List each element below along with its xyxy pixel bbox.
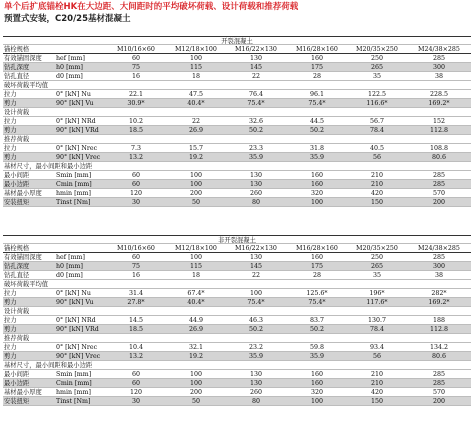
table-row: [3, 316, 471, 325]
value-cell: 100: [189, 371, 203, 378]
value-cell: 285: [432, 371, 446, 378]
value-cell: 30: [131, 199, 140, 206]
row-label: 剪力: [4, 353, 17, 360]
row-label: 基材最小厚度: [4, 190, 42, 197]
row-label: 基材最小厚度: [4, 389, 42, 396]
table-row: [3, 262, 471, 271]
uncracked-band-title: 非开裂混凝土: [218, 237, 256, 244]
value-cell: 22.1: [128, 91, 144, 98]
value-cell: 188: [432, 317, 446, 324]
value-cell: 120: [129, 190, 143, 197]
value-cell: 31.8: [309, 145, 325, 152]
table-row: [3, 198, 471, 207]
value-cell: 100: [310, 398, 324, 405]
row-unit: d0 [mm]: [56, 272, 83, 279]
value-cell: 13.2: [128, 353, 144, 360]
row-unit: Tinst [Nm]: [56, 398, 91, 405]
row-label: 钻孔直径: [4, 73, 30, 80]
value-cell: 15.7: [188, 145, 204, 152]
value-cell: 100: [189, 55, 203, 62]
table-row: [3, 352, 471, 361]
value-cell: 115: [189, 263, 203, 270]
value-cell: 200: [432, 398, 446, 405]
cracked-concrete-table: [3, 36, 471, 207]
spec-cell: M16/28×160: [296, 245, 338, 252]
value-cell: 46.3: [248, 317, 264, 324]
value-cell: 75.4*: [308, 299, 326, 306]
value-cell: 16: [131, 272, 140, 279]
value-cell: 22: [191, 118, 200, 125]
row-unit: hmin [mm]: [56, 190, 91, 197]
value-cell: 35: [372, 272, 381, 279]
value-cell: 18.5: [128, 127, 144, 134]
value-cell: 125.6*: [306, 290, 328, 297]
value-cell: 100: [189, 172, 203, 179]
value-cell: 420: [370, 389, 384, 396]
value-cell: 100: [310, 199, 324, 206]
design-title-row: [3, 108, 471, 117]
rec-title-row-text: 推荐荷载: [4, 335, 30, 342]
value-cell: 75.4*: [247, 100, 265, 107]
value-cell: 50: [191, 398, 200, 405]
value-cell: 50.2: [248, 127, 264, 134]
value-cell: 96.1: [309, 91, 325, 98]
value-cell: 44.5: [309, 118, 325, 125]
value-cell: 35.9: [248, 353, 264, 360]
spec-cell: M24/38×285: [418, 46, 460, 53]
row-unit: 90° [kN] Vu: [56, 299, 94, 306]
value-cell: 160: [310, 55, 324, 62]
value-cell: 152: [432, 118, 446, 125]
value-cell: 570: [432, 389, 446, 396]
table-row: [3, 289, 471, 298]
value-cell: 210: [370, 380, 384, 387]
value-cell: 14.5: [128, 317, 144, 324]
row-label: 剪力: [4, 299, 17, 306]
cracked-band-title: 开裂混凝土: [221, 38, 253, 45]
row-label: 最小间距: [4, 371, 30, 378]
row-unit: 90° [kN] Vrec: [56, 353, 100, 360]
value-cell: 26.9: [188, 326, 204, 333]
value-cell: 26.9: [188, 127, 204, 134]
table-row: [3, 298, 471, 307]
value-cell: 35.9: [309, 353, 325, 360]
row-label: 有效锚固深度: [4, 254, 42, 261]
mean-title-row-text: 破坏荷载平均值: [4, 82, 49, 89]
value-cell: 145: [249, 263, 263, 270]
value-cell: 122.5: [367, 91, 387, 98]
value-cell: 200: [189, 389, 203, 396]
value-cell: 80.6: [431, 353, 447, 360]
value-cell: 75: [131, 263, 140, 270]
value-cell: 19.2: [188, 353, 204, 360]
spec-cell: M20/35×250: [356, 245, 398, 252]
mean-title-row: [3, 280, 471, 289]
value-cell: 112.8: [429, 326, 449, 333]
row-unit: 0° [kN] NRd: [56, 317, 96, 324]
row-unit: hef [mm]: [56, 254, 85, 261]
value-cell: 169.2*: [428, 299, 450, 306]
value-cell: 80: [251, 199, 260, 206]
value-cell: 100: [249, 290, 263, 297]
table-row: [3, 144, 471, 153]
value-cell: 200: [432, 199, 446, 206]
geo-title-row-text: 基材尺寸，最小间距和最小边距: [4, 362, 93, 369]
value-cell: 134.2: [429, 344, 449, 351]
value-cell: 130: [249, 55, 263, 62]
cracked-spec-row: [3, 45, 471, 54]
table-row: [3, 271, 471, 280]
design-title-row: [3, 307, 471, 316]
value-cell: 265: [370, 263, 384, 270]
value-cell: 60: [131, 371, 140, 378]
value-cell: 210: [370, 181, 384, 188]
uncracked-band-row: [3, 235, 471, 244]
value-cell: 67.4*: [187, 290, 205, 297]
value-cell: 47.5: [188, 91, 204, 98]
table-row: [3, 370, 471, 379]
table-row: [3, 189, 471, 198]
row-label: 拉力: [4, 317, 17, 324]
row-unit: h0 [mm]: [56, 64, 83, 71]
value-cell: 100: [189, 380, 203, 387]
row-label: 剪力: [4, 127, 17, 134]
value-cell: 210: [370, 172, 384, 179]
design-title-row-text: 设计荷载: [4, 109, 30, 116]
value-cell: 150: [370, 398, 384, 405]
table-row: [3, 379, 471, 388]
value-cell: 50: [191, 199, 200, 206]
value-cell: 160: [310, 254, 324, 261]
value-cell: 210: [370, 371, 384, 378]
row-label: 钻孔直径: [4, 272, 30, 279]
spec-cell: M16/28×160: [296, 46, 338, 53]
row-label: 剪力: [4, 326, 17, 333]
value-cell: 100: [189, 181, 203, 188]
value-cell: 59.8: [309, 344, 325, 351]
value-cell: 76.4: [248, 91, 264, 98]
value-cell: 260: [249, 389, 263, 396]
value-cell: 32.1: [188, 344, 204, 351]
table-row: [3, 325, 471, 334]
value-cell: 130: [249, 371, 263, 378]
value-cell: 27.8*: [127, 299, 145, 306]
row-label: 拉力: [4, 145, 17, 152]
value-cell: 80: [251, 398, 260, 405]
row-unit: hef [mm]: [56, 55, 85, 62]
uncracked-spec-row: [3, 244, 471, 253]
value-cell: 32.6: [248, 118, 264, 125]
cracked-band-row: [3, 36, 471, 45]
table-row: [3, 54, 471, 63]
row-label: 有效锚固深度: [4, 55, 42, 62]
value-cell: 175: [310, 64, 324, 71]
value-cell: 23.3: [248, 145, 264, 152]
value-cell: 60: [131, 181, 140, 188]
value-cell: 40.4*: [187, 100, 205, 107]
row-unit: 0° [kN] Nrec: [56, 344, 98, 351]
value-cell: 150: [370, 199, 384, 206]
mean-title-row-text: 破坏荷载平均值: [4, 281, 49, 288]
value-cell: 260: [249, 190, 263, 197]
row-unit: 90° [kN] VRd: [56, 127, 99, 134]
spec-cell: M10/16×60: [117, 245, 155, 252]
row-label: 安装扭矩: [4, 199, 30, 206]
value-cell: 115: [189, 64, 203, 71]
value-cell: 160: [310, 380, 324, 387]
row-unit: 0° [kN] Nrec: [56, 145, 98, 152]
value-cell: 31.4: [128, 290, 144, 297]
value-cell: 13.2: [128, 154, 144, 161]
value-cell: 196*: [369, 290, 385, 297]
value-cell: 7.3: [130, 145, 141, 152]
table-row: [3, 99, 471, 108]
value-cell: 18: [191, 272, 200, 279]
spec-cell: M20/35×250: [356, 46, 398, 53]
row-label: 安装扭矩: [4, 398, 30, 405]
row-unit: Tinst [Nm]: [56, 199, 91, 206]
spec-label: 锚栓规格: [4, 245, 30, 252]
table-row: [3, 153, 471, 162]
value-cell: 28: [312, 272, 321, 279]
page-subtitle: 预置式安装，C20/25基材混凝土: [4, 14, 131, 24]
value-cell: 169.2*: [428, 100, 450, 107]
value-cell: 130: [249, 254, 263, 261]
table-row: [3, 126, 471, 135]
value-cell: 160: [310, 172, 324, 179]
value-cell: 50.2: [248, 326, 264, 333]
row-unit: Cmin [mm]: [56, 181, 92, 188]
rec-title-row: [3, 135, 471, 144]
row-label: 拉力: [4, 344, 17, 351]
value-cell: 265: [370, 64, 384, 71]
value-cell: 19.2: [188, 154, 204, 161]
value-cell: 38: [434, 73, 443, 80]
value-cell: 108.8: [429, 145, 449, 152]
value-cell: 23.2: [248, 344, 264, 351]
value-cell: 420: [370, 190, 384, 197]
value-cell: 30.9*: [127, 100, 145, 107]
value-cell: 22: [251, 73, 260, 80]
value-cell: 22: [251, 272, 260, 279]
value-cell: 35.9: [248, 154, 264, 161]
value-cell: 93.4: [369, 344, 385, 351]
value-cell: 320: [310, 190, 324, 197]
row-unit: d0 [mm]: [56, 73, 83, 80]
value-cell: 10.2: [128, 118, 144, 125]
row-label: 拉力: [4, 118, 17, 125]
value-cell: 50.2: [309, 127, 325, 134]
row-unit: 90° [kN] VRd: [56, 326, 99, 333]
value-cell: 175: [310, 263, 324, 270]
mean-title-row: [3, 81, 471, 90]
value-cell: 300: [432, 263, 446, 270]
row-label: 剪力: [4, 100, 17, 107]
row-unit: hmin [mm]: [56, 389, 91, 396]
value-cell: 75.4*: [308, 100, 326, 107]
row-label: 钻孔深度: [4, 263, 30, 270]
value-cell: 285: [432, 254, 446, 261]
table-row: [3, 90, 471, 99]
value-cell: 56: [372, 154, 381, 161]
spec-cell: M24/38×285: [418, 245, 460, 252]
row-unit: 0° [kN] Nu: [56, 91, 91, 98]
value-cell: 60: [131, 55, 140, 62]
row-label: 最小边距: [4, 380, 30, 387]
table-row: [3, 388, 471, 397]
value-cell: 250: [370, 254, 384, 261]
spec-cell: M16/22×130: [235, 245, 277, 252]
row-label: 拉力: [4, 290, 17, 297]
row-label: 拉力: [4, 91, 17, 98]
value-cell: 56: [372, 353, 381, 360]
value-cell: 250: [370, 55, 384, 62]
table-row: [3, 117, 471, 126]
value-cell: 285: [432, 55, 446, 62]
spec-cell: M12/18×100: [175, 46, 217, 53]
value-cell: 80.6: [431, 154, 447, 161]
value-cell: 40.4*: [187, 299, 205, 306]
design-title-row-text: 设计荷载: [4, 308, 30, 315]
spec-label: 锚栓规格: [4, 46, 30, 53]
value-cell: 10.4: [128, 344, 144, 351]
value-cell: 160: [310, 371, 324, 378]
value-cell: 60: [131, 380, 140, 387]
page-title: 单个后扩底锚栓HK在大边距、大间距时的平均破坏荷载、设计荷载和推荐荷载: [4, 2, 299, 12]
row-label: 最小边距: [4, 181, 30, 188]
value-cell: 117.6*: [366, 299, 388, 306]
value-cell: 300: [432, 64, 446, 71]
value-cell: 75.4*: [247, 299, 265, 306]
value-cell: 60: [131, 172, 140, 179]
value-cell: 44.9: [188, 317, 204, 324]
table-row: [3, 180, 471, 189]
value-cell: 78.4: [369, 127, 385, 134]
value-cell: 35.9: [309, 154, 325, 161]
geo-title-row: [3, 361, 471, 370]
value-cell: 160: [310, 181, 324, 188]
value-cell: 200: [189, 190, 203, 197]
geo-title-row-text: 基材尺寸，最小间距和最小边距: [4, 163, 93, 170]
table-row: [3, 253, 471, 262]
value-cell: 145: [249, 64, 263, 71]
table-row: [3, 72, 471, 81]
value-cell: 228.5: [429, 91, 449, 98]
value-cell: 130: [249, 172, 263, 179]
value-cell: 78.4: [369, 326, 385, 333]
value-cell: 285: [432, 181, 446, 188]
value-cell: 75: [131, 64, 140, 71]
table-row: [3, 63, 471, 72]
geo-title-row: [3, 162, 471, 171]
value-cell: 35: [372, 73, 381, 80]
rec-title-row: [3, 334, 471, 343]
row-label: 钻孔深度: [4, 64, 30, 71]
value-cell: 56.7: [369, 118, 385, 125]
row-unit: 90° [kN] Vu: [56, 100, 94, 107]
rec-title-row-text: 推荐荷载: [4, 136, 30, 143]
row-unit: Cmin [mm]: [56, 380, 92, 387]
table-row: [3, 397, 471, 406]
table-row: [3, 343, 471, 352]
value-cell: 320: [310, 389, 324, 396]
value-cell: 130: [249, 181, 263, 188]
row-unit: Smin [mm]: [56, 172, 92, 179]
row-unit: 0° [kN] Nu: [56, 290, 91, 297]
value-cell: 18.5: [128, 326, 144, 333]
value-cell: 100: [189, 254, 203, 261]
spec-cell: M16/22×130: [235, 46, 277, 53]
row-label: 剪力: [4, 154, 17, 161]
value-cell: 282*: [431, 290, 447, 297]
spec-cell: M12/18×100: [175, 245, 217, 252]
value-cell: 38: [434, 272, 443, 279]
row-unit: Smin [mm]: [56, 371, 92, 378]
spec-cell: M10/16×60: [117, 46, 155, 53]
value-cell: 40.5: [369, 145, 385, 152]
row-unit: 0° [kN] NRd: [56, 118, 96, 125]
value-cell: 116.6*: [366, 100, 388, 107]
value-cell: 30: [131, 398, 140, 405]
value-cell: 50.2: [309, 326, 325, 333]
row-label: 最小间距: [4, 172, 30, 179]
row-unit: h0 [mm]: [56, 263, 83, 270]
value-cell: 16: [131, 73, 140, 80]
value-cell: 120: [129, 389, 143, 396]
value-cell: 18: [191, 73, 200, 80]
value-cell: 570: [432, 190, 446, 197]
value-cell: 28: [312, 73, 321, 80]
uncracked-concrete-table: [3, 235, 471, 406]
value-cell: 83.7: [309, 317, 325, 324]
table-row: [3, 171, 471, 180]
value-cell: 112.8: [429, 127, 449, 134]
value-cell: 130.7: [367, 317, 387, 324]
value-cell: 60: [131, 254, 140, 261]
row-unit: 90° [kN] Vrec: [56, 154, 100, 161]
value-cell: 285: [432, 380, 446, 387]
value-cell: 285: [432, 172, 446, 179]
value-cell: 130: [249, 380, 263, 387]
